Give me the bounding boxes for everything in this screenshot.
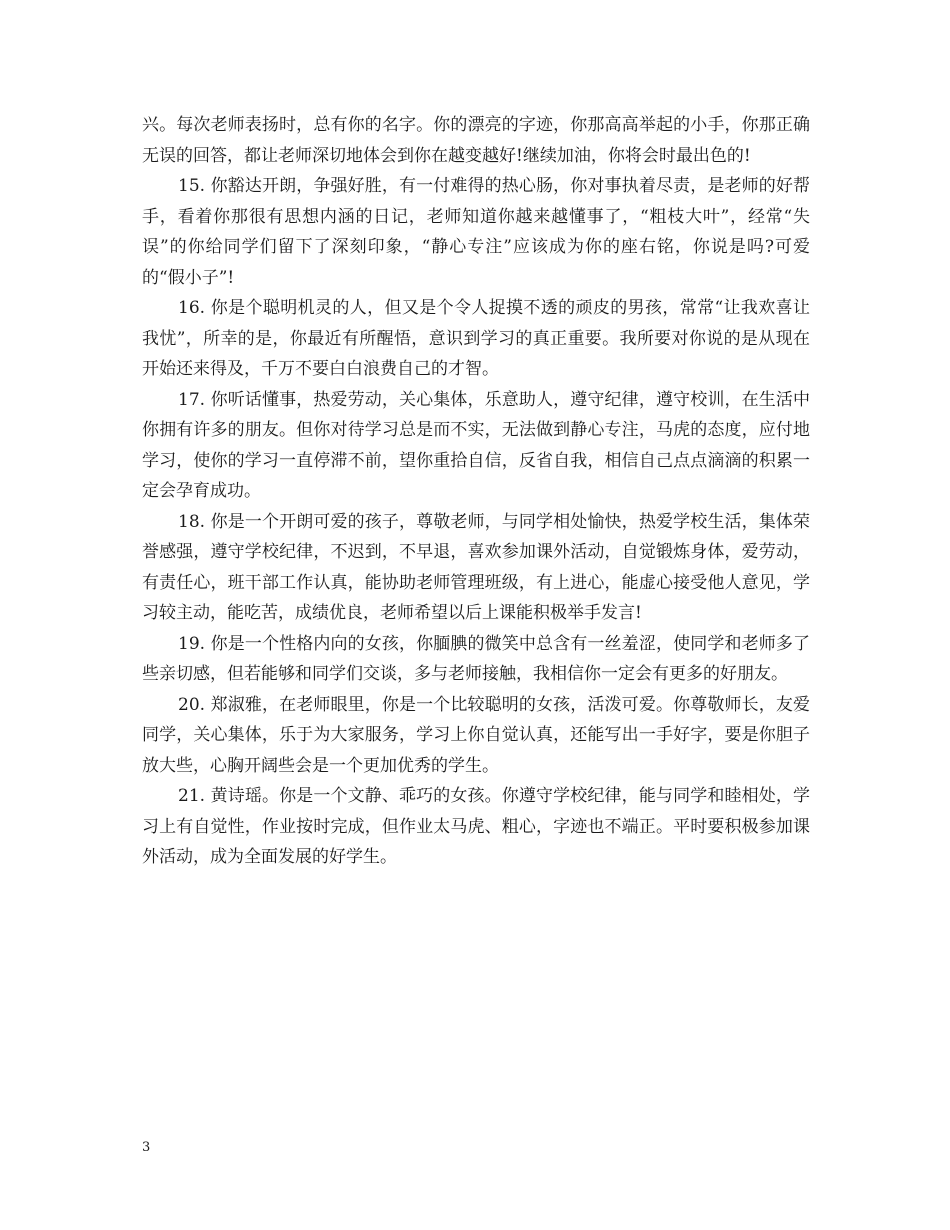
page-number: 3 — [142, 1140, 151, 1155]
paragraph-comment-20: 20. 郑淑雅，在老师眼里，你是一个比较聪明的女孩，活泼可爱。你尊敬师长，友爱同学，关心集体，乐于为大家服务，学习上你自觉认真，还能写出一手好字，要是你胆子放大些，心胸开阔些会是一个更加优秀的学生。 — [142, 694, 810, 776]
paragraph-comment-17: 17. 你听话懂事，热爱劳动，关心集体，乐意助人，遵守纪律，遵守校训，在生活中你拥有许多的朋友。但你对待学习总是而不实，无法做到静心专注，马虎的态度，应付地学习，使你的学习一直停滞不前，望你重拾自信，反省自我，相信自己点点滴滴的积累一定会孕育成功。 — [142, 389, 810, 501]
paragraph-comment-19: 19. 你是一个性格内向的女孩，你腼腆的微笑中总含有一丝羞涩，使同学和老师多了些亲切感，但若能够和同学们交谈，多与老师接触，我相信你一定会有更多的好朋友。 — [142, 633, 810, 684]
paragraph-continuation: 兴。每次老师表扬时，总有你的名字。你的漂亮的字迹，你那高高举起的小手，你那正确无误的回答，都让老师深切地体会到你在越变越好!继续加油，你将会时最出色的! — [142, 115, 810, 166]
paragraph-comment-15: 15. 你豁达开朗，争强好胜，有一付难得的热心肠，你对事执着尽责，是老师的好帮手，看着你那很有思想内涵的日记，老师知道你越来越懂事了，“粗枝大叶”，经常“失误”的你给同学们留下了深刻印象，“静心专注”应该成为你的座右铭，你说是吗?可爱的“假小子”! — [142, 176, 810, 288]
paragraph-comment-21: 21. 黄诗瑶。你是一个文静、乖巧的女孩。你遵守学校纪律，能与同学和睦相处，学习上有自觉性，作业按时完成，但作业太马虎、粗心，字迹也不端正。平时要积极参加课外活动，成为全面发展的好学生。 — [142, 786, 810, 867]
paragraph-comment-16: 16. 你是个聪明机灵的人，但又是个令人捉摸不透的顽皮的男孩，常常“让我欢喜让我忧”，所幸的是，你最近有所醒悟，意识到学习的真正重要。我所要对你说的是从现在开始还来得及，千万不要白白浪费自己的才智。 — [142, 298, 810, 379]
document-body — [142, 110, 810, 873]
paragraph-comment-18: 18. 你是一个开朗可爱的孩子，尊敬老师，与同学相处愉快，热爱学校生活，集体荣誉感强，遵守学校纪律，不迟到，不早退，喜欢参加课外活动，自觉锻炼身体，爱劳动，有责任心，班干部工作认真，能协助老师管理班级，有上进心，能虚心接受他人意见，学习较主动，能吃苦，成绩优良，老师希望以后上课能积极举手发言! — [142, 511, 810, 623]
